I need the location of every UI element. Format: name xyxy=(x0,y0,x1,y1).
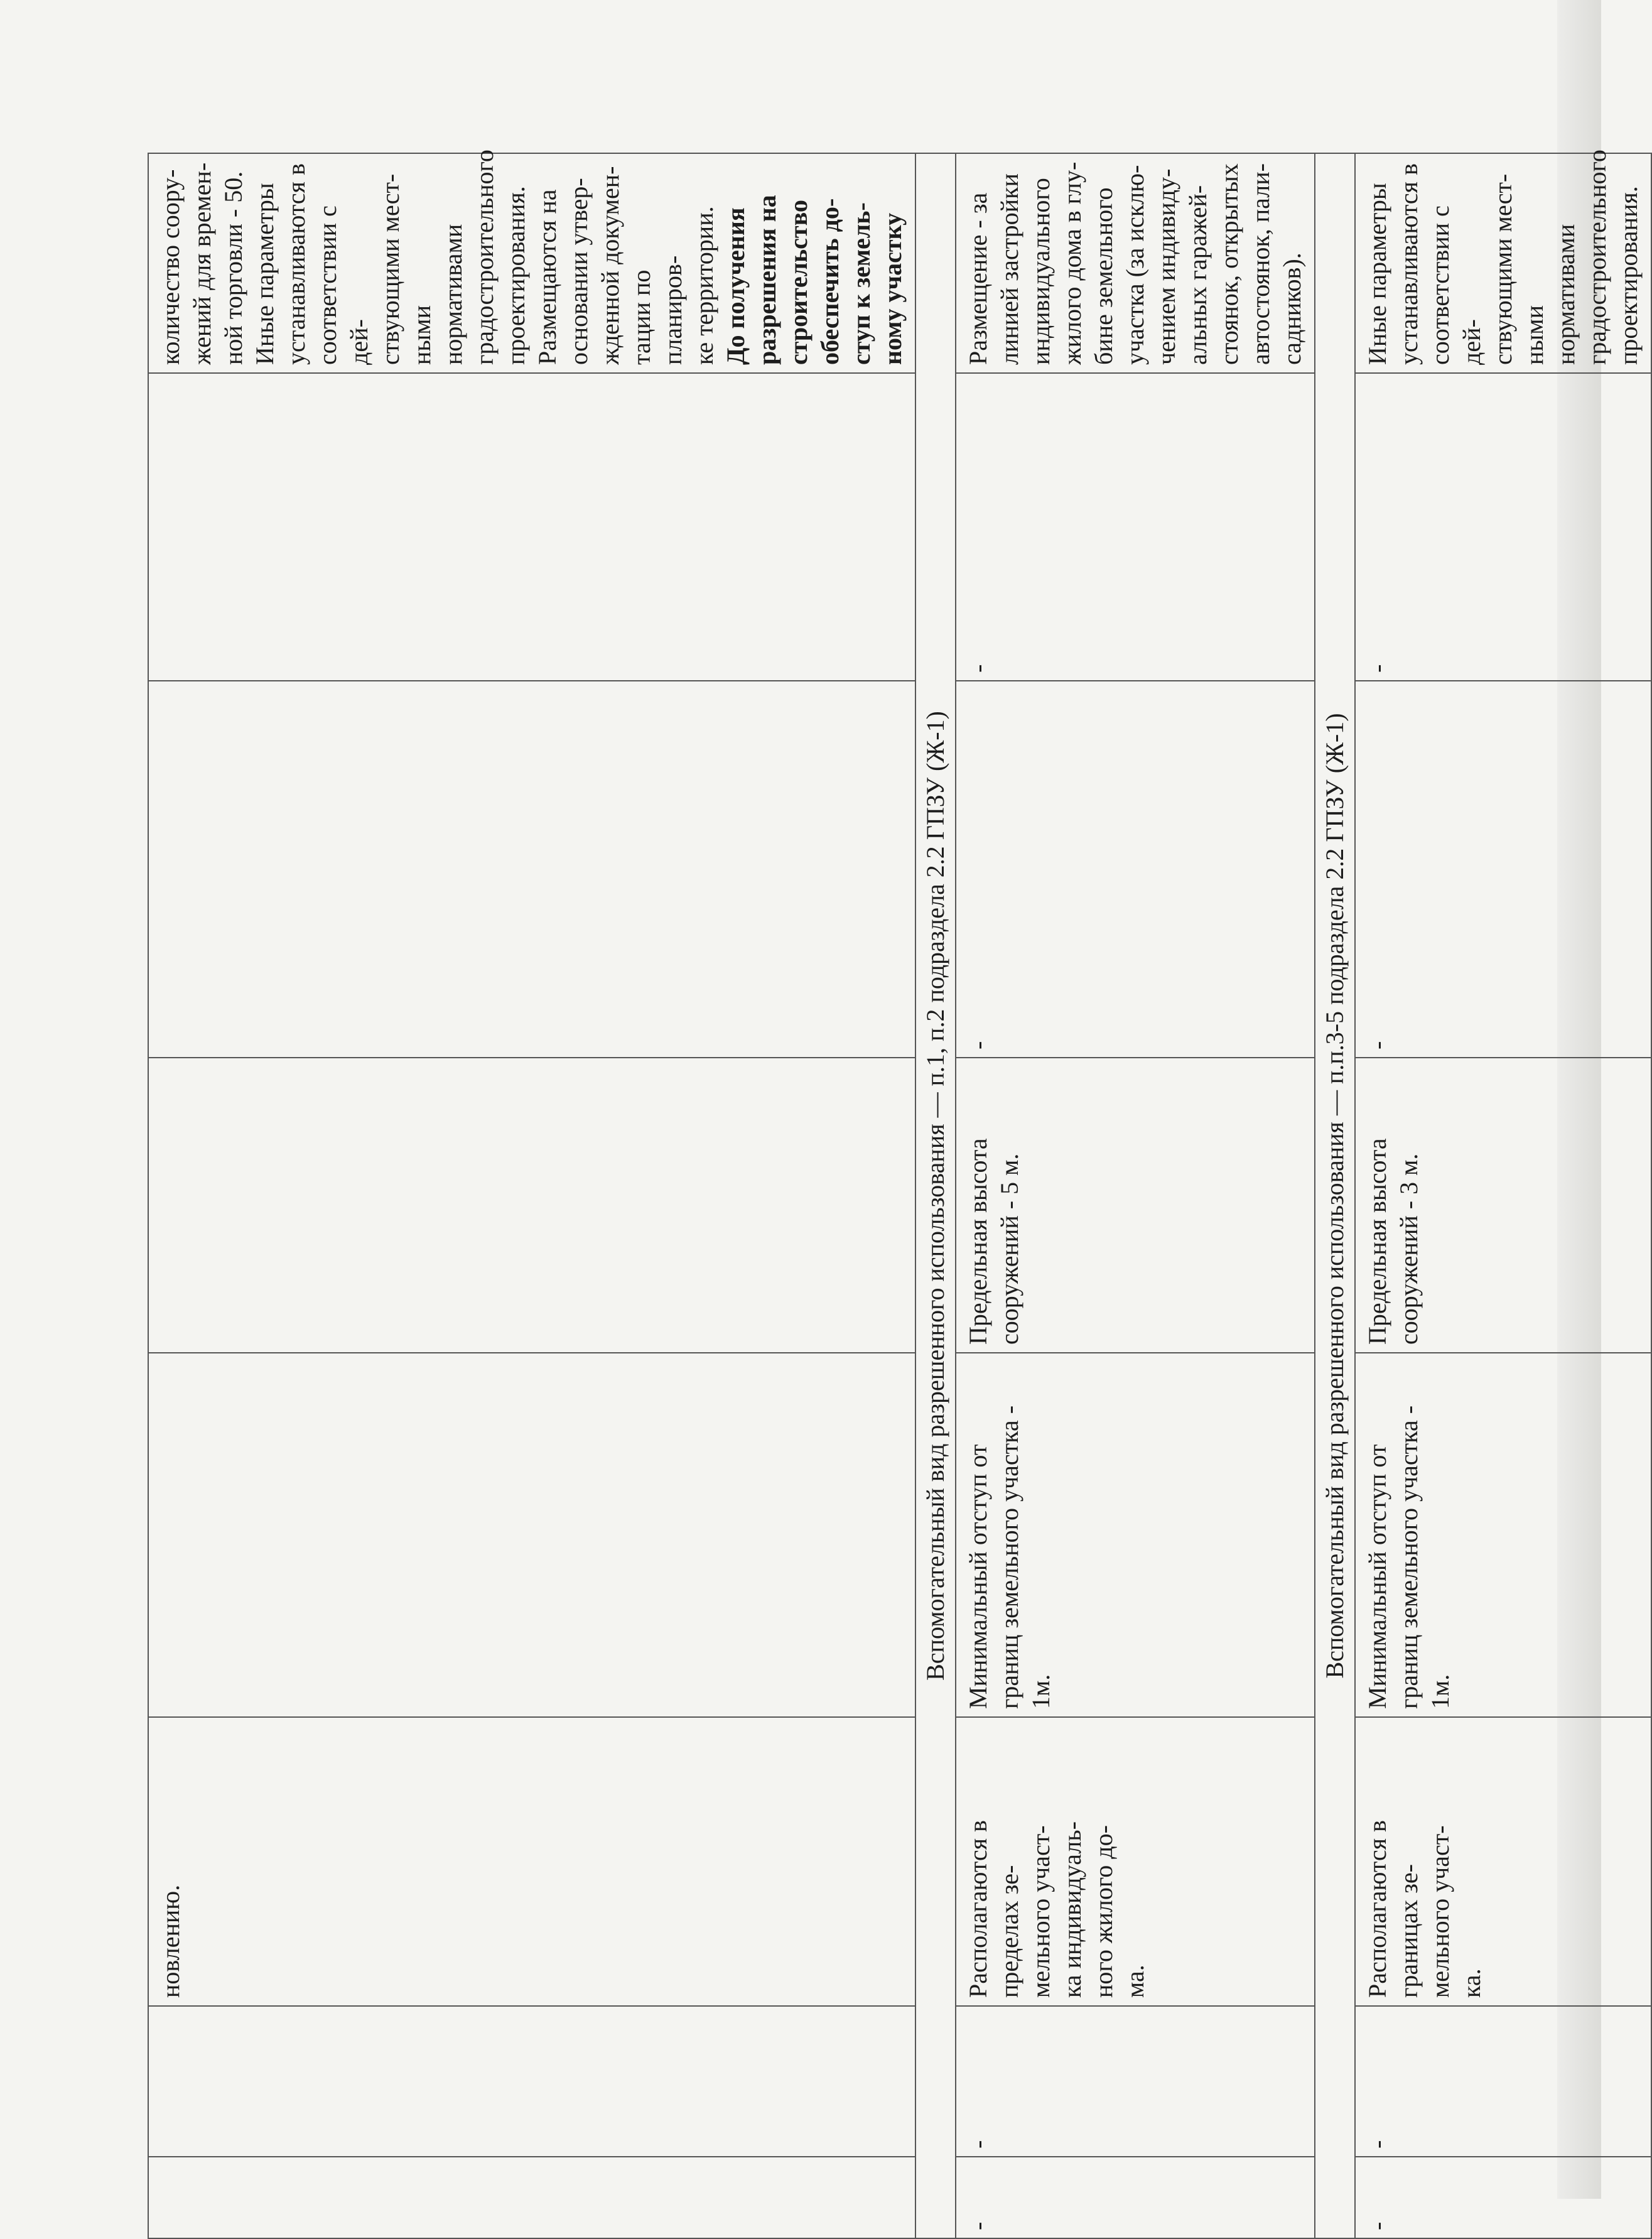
table-row xyxy=(1355,153,1651,2238)
section-title-2: Вспомогательный вид разрешенного использования — п.п.3-5 подраздела 2.2 ГПЗУ (Ж-1) xyxy=(1315,153,1355,2238)
cell-c8: Размещение - за линией застройки индивидуального жилого дома в глу- бине земельного участка (за исклю- чением индивиду- альных гаражей- стоянок, открытых автостоянок, пали- садников). xyxy=(956,153,1315,373)
cell-c7: - xyxy=(1355,373,1651,681)
cell-c4 xyxy=(148,1353,915,1717)
cell-c6 xyxy=(148,681,915,1058)
cell-c5 xyxy=(148,1058,915,1353)
section-header-row xyxy=(915,153,956,2238)
rotated-page xyxy=(148,149,1643,2239)
cell-c8-plain: количество соору- жений для времен- ной торговли - 50. Иные параметры устанавливаются в соответствии с дей- ствующими мест- ными нормативами градостроительного проектирования. Размещаются на основании утвер- жденной докумен- тации по планиров- ке территории. xyxy=(156,149,718,365)
cell-c8: Иные параметры устанавливаются в соответствии с дей- ствующими мест- ными нормативами градостроительного проектирования. xyxy=(1355,153,1651,373)
cell-c3: Располагаются в границах зе- мельного участ- ка. xyxy=(1355,1717,1651,2006)
cell-c8-bold-note: До получения разрешения на строительство обеспечить до- ступ к земель- ному участку xyxy=(721,195,907,365)
table-row-continuation xyxy=(148,153,915,2238)
cell-c4: Минимальный отступ от границ земельного участка - 1м. xyxy=(1355,1353,1651,1717)
cell-c3: Располагаются в пределах зе- мельного участ- ка индивидуаль- ного жилого до- ма. xyxy=(956,1717,1315,2006)
cell-c2: - xyxy=(1355,2006,1651,2157)
cell-c7 xyxy=(148,373,915,681)
cell-c5: Предельная высота сооружений - 3 м. xyxy=(1355,1058,1651,1353)
cell-c1: - xyxy=(1355,2157,1651,2238)
cell-c4: Минимальный отступ от границ земельного участка - 1м. xyxy=(956,1353,1315,1717)
cell-c2: - xyxy=(956,2006,1315,2157)
table-row xyxy=(956,153,1315,2238)
section-title-1: Вспомогательный вид разрешенного использования — п.1, п.2 подраздела 2.2 ГПЗУ (Ж-1) xyxy=(915,153,956,2238)
cell-c5: Предельная высота сооружений - 5 м. xyxy=(956,1058,1315,1353)
cell-c7: - xyxy=(956,373,1315,681)
cell-c6: - xyxy=(956,681,1315,1058)
zoning-parameters-table xyxy=(148,149,1652,2239)
cell-c6: - xyxy=(1355,681,1651,1058)
cell-c1 xyxy=(148,2157,915,2238)
section-header-row xyxy=(1315,153,1355,2238)
cell-c3: новлению. xyxy=(148,1717,915,2006)
cell-c2 xyxy=(148,2006,915,2157)
cell-c1: - xyxy=(956,2157,1315,2238)
cell-c8 xyxy=(148,149,915,373)
